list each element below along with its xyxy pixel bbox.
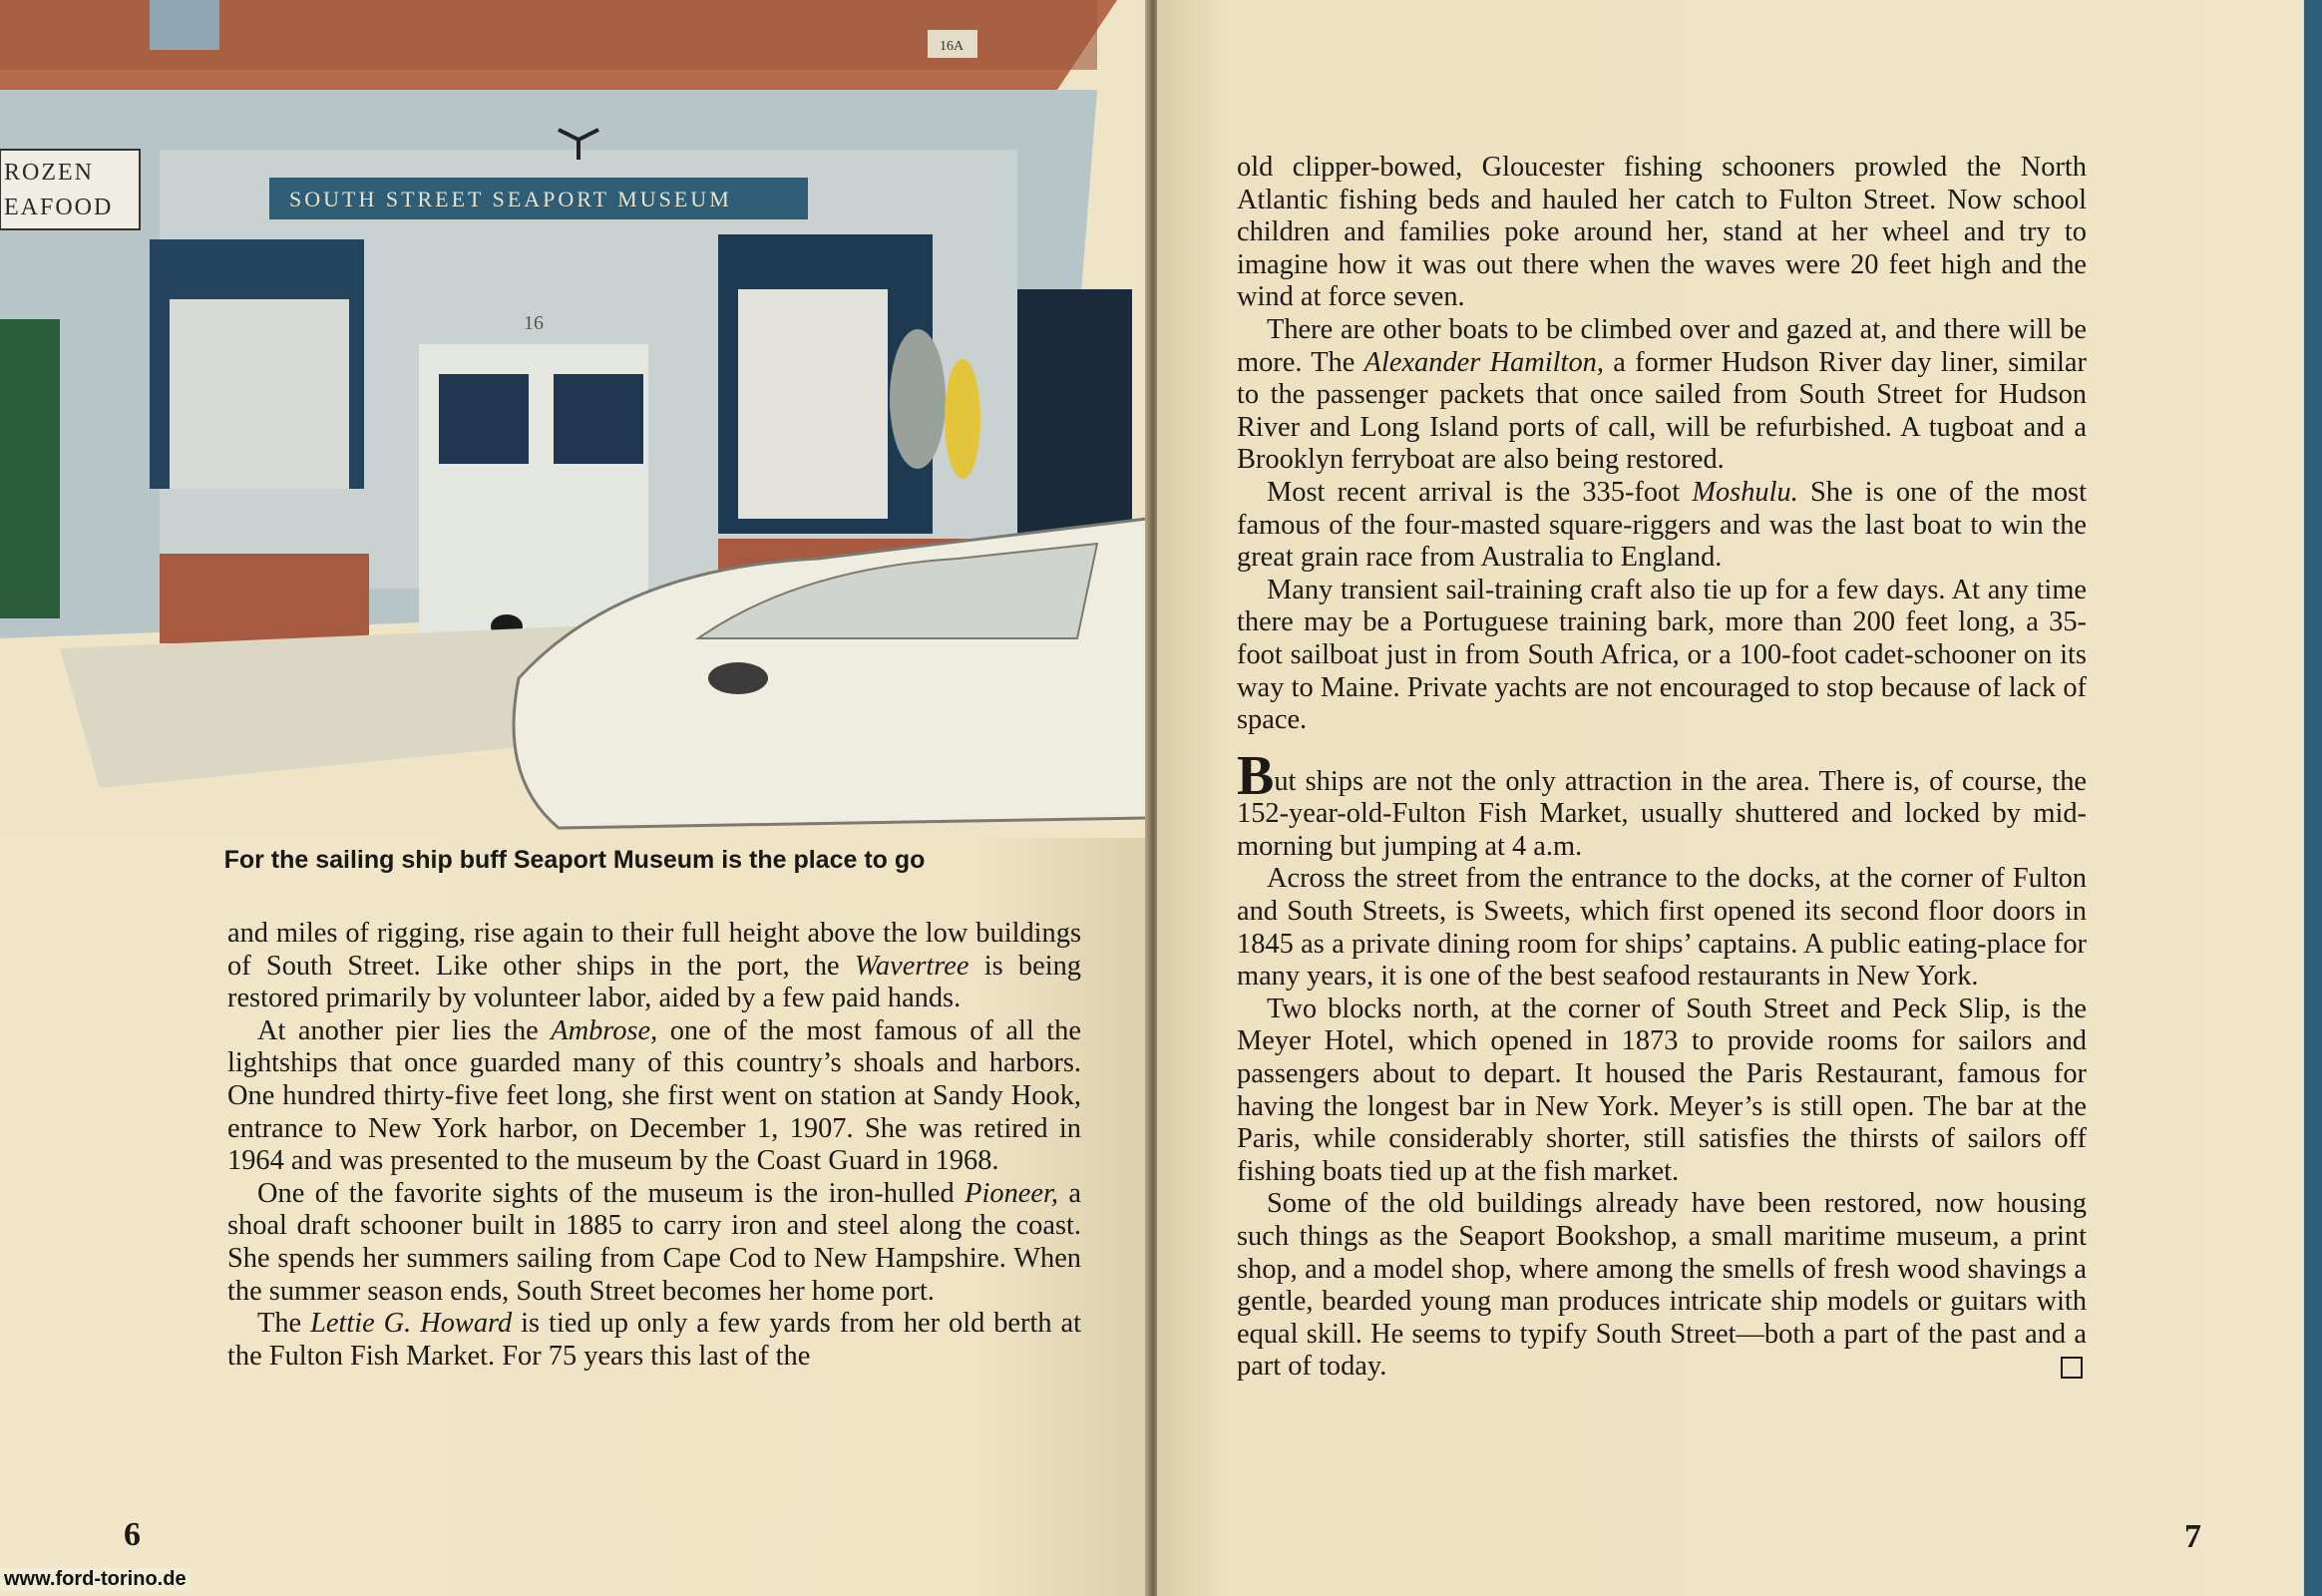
paragraph: There are other boats to be climbed over and gazed at, and there will be more. The Alexander Hamilton, a former Hudson River day liner, similar to the passenger packets that once sailed from South Street for Hudson River and Long Island ports of call, will be refurbished. A tugboat and a Brooklyn ferryboat are also being restored. [1237, 313, 2087, 476]
sign-seafood: EAFOOD [4, 195, 114, 220]
drop-cap: B [1237, 744, 1275, 807]
page-edge [2304, 0, 2322, 1596]
paragraph: and miles of rigging, rise again to their full height above the low buildings of South Street. Like other ships in the port, the Wavertree is being restored primarily by volunteer labor, aided by a few paid hands. [227, 918, 1081, 1014]
paragraph: One of the favorite sights of the museum is the iron-hulled Pioneer, a shoal draft schooner built in 1885 to carry iron and steel along the coast. She spends her summers sailing from Cape Cod to New Hampshire. When the summer season ends, South Street becomes her home port. [227, 1177, 1081, 1307]
left-text-column [227, 918, 1081, 1373]
museum-sign: SOUTH STREET SEAPORT MUSEUM [289, 187, 732, 211]
paragraph: But ships are not the only attraction in the area. There is, of course, the 152-year-old-Fulton Fish Market, usually shuttered and locked by mid-morning but jumping at 4 a.m. [1237, 744, 2087, 862]
end-mark-icon [2061, 1357, 2083, 1379]
paragraph: Two blocks north, at the corner of South Street and Peck Slip, is the Meyer Hotel, which opened in 1873 to provide rooms for sailors and passengers about to depart. It housed the Paris Restaurant, famous for having the longest bar in New York. Meyer’s is still open. The bar at the Paris, while considerably shorter, still satisfies the thirsts of sailors off fishing boats tied up at the fish market. [1237, 993, 2087, 1187]
door-number: 16 [524, 312, 544, 334]
illustration-caption: For the sailing ship buff Seaport Museum is the place to go [223, 846, 926, 874]
seaport-illustration [0, 0, 1149, 838]
page-number-left: 6 [124, 1516, 141, 1553]
page-number-right: 7 [2184, 1518, 2201, 1555]
paragraph: At another pier lies the Ambrose, one of the most famous of all the lightships that once guarded many of this country’s shoals and harbors. One hundred thirty-five feet long, she first went on station at Sandy Hook, entrance to New York harbor, on December 1, 1907. She was retired in 1964 and was presented to the museum by the Coast Guard in 1968. [227, 1014, 1081, 1177]
paragraph: Some of the old buildings already have been restored, now housing such things as the Seaport Bookshop, a small maritime museum, a print shop, and a model shop, where among the smells of fresh wood shavings a gentle, bearded young man produces intricate ship models or guitars with equal skill. He seems to typify South Street—both a part of the past and a part of today. [1237, 1188, 2087, 1383]
left-page [0, 0, 1149, 1596]
paragraph: old clipper-bowed, Gloucester fishing schooners prowled the North Atlantic fishing beds and hauled her catch to Fulton Street. Now school children and families poke around her, stand at her wheel and try to imagine how it was out there when the waves were 20 feet high and the wind at force seven. [1237, 152, 2087, 313]
paragraph: Many transient sail-training craft also tie up for a few days. At any time there may be a Portuguese training bark, more than 200 feet long, a 35-foot sailboat just in from South Africa, or a 100-foot cadet-schooner on its way to Maine. Private yachts are not encouraged to stop because of lack of space. [1237, 574, 2087, 736]
sign-frozen: ROZEN [4, 160, 94, 186]
paragraph: The Lettie G. Howard is tied up only a few yards from her old berth at the Fulton Fish Market. For 75 years this last of the [227, 1308, 1081, 1372]
upper-number: 16A [940, 39, 965, 54]
paragraph: Across the street from the entrance to the docks, at the corner of Fulton and South Streets, is Sweets, which first opened its second floor doors in 1845 as a private dining room for ships’ captains. A public eating-place for many years, it is one of the best seafood restaurants in New York. [1237, 863, 2087, 993]
right-text-column [1237, 152, 2087, 1384]
watermark: www.ford-torino.de [0, 1568, 191, 1591]
paragraph: Most recent arrival is the 335-foot Moshulu. She is one of the most famous of the four-masted square-riggers and was the last boat to win the great grain race from Australia to England. [1237, 476, 2087, 574]
